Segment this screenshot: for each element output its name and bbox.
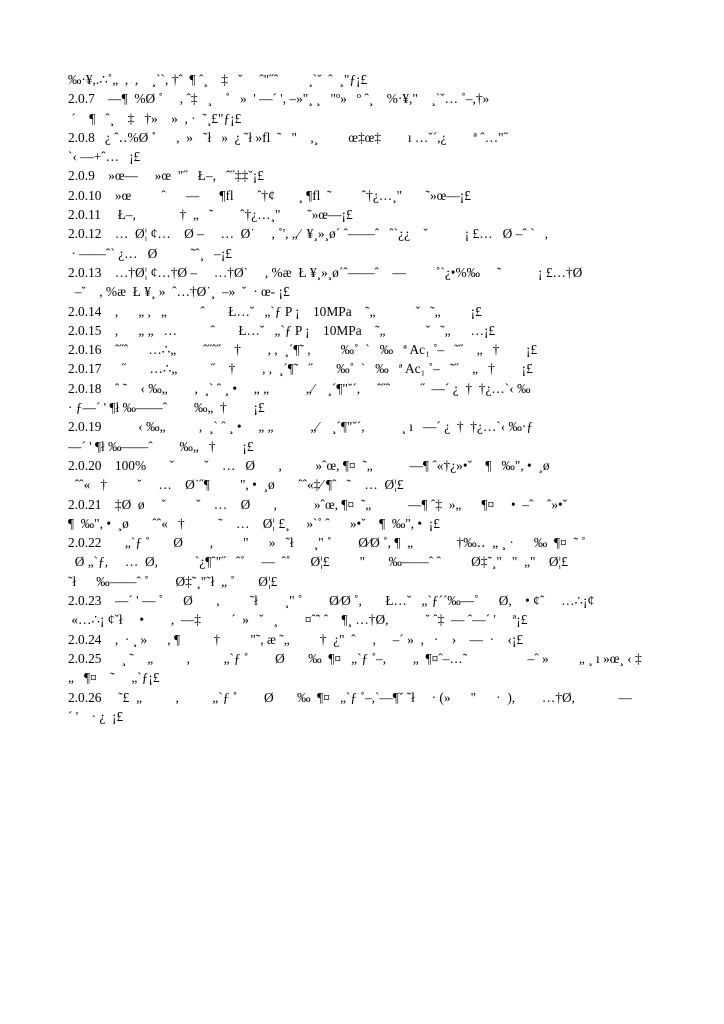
text-line: –ˇ , %æ Ł ¥¸ » ˆ…†Ø˙¸ –» ˇ · œ- ¡£	[68, 284, 290, 300]
text-line: 2.0.15 , „ „ … ˆ Ł…˘ „ˋƒ P ¡ 10MPa ˜„ ˇ ˜„ …¡£	[68, 322, 496, 338]
text-line: „ ¶¤ ˜ „ˋƒ¡£	[68, 670, 160, 686]
text-line: 2.0.16 ˆ˝ˆ …∴„ ˆ˝ˆ˝ † , , ¸´¶˜ , ‰˚ ˋ ‰ ª Ac₁ ˚– ˜˝ „ † ¡£	[68, 342, 538, 358]
text-line: —´ ' ¶ł ‰——ˆ ‰„ † ¡£	[68, 438, 254, 454]
text-line: ‰·¥,.∴˚„ , , ¸ˋˋ, †ˆ ¶ ˆ¸ ‡ ˇ ˆ"˝ˆ ¸ˋˇ ˆ ¸"ƒ¡£	[68, 72, 368, 87]
text-line: · ——ˆˋ ¿… Ø ˜ˆ¸ –¡£	[68, 245, 232, 261]
text-line: «…∴¡ ¢ˇł • , —‡ ´ » ˇ ¸ ¤ˆ˜ ˆ ¶¸ …†Ø, ˇ ˆ‡ — ˆ—´ ' ª¡£	[68, 612, 528, 628]
text-line: ˜ł ‰——ˆ ˚ Ø‡˜¸"˜ł „ ˚ Ø¦£	[68, 573, 278, 589]
text-line: 2.0.11 Ł–, † „ ˜ ˆ†¿…¸" ˜»œ—¡£	[68, 207, 353, 223]
text-line: ˆˆ« † ˇ … Ø˙˝¶ ", • ¸ø ˆˆ«‡⁄ ¶ˆ ˜ … Ø¦£	[68, 477, 404, 493]
text-line: Ø „ˋƒ, … Ø, ˋ¿¶ˆ"˝ ˆ˚ — ˆ˚ Ø¦£ " ‰——ˆ ˆ Ø‡˜¸" " „" Ø¦£	[68, 554, 568, 570]
text-line: 2.0.14 , „ , „ ˆ Ł…˘ „ˋƒ P ¡ 10MPa ˜„ ˇ ˜„ ¡£	[68, 303, 482, 319]
text-line: 2.0.24 , · ¸ » , ¶ † "˜, æ ˜„ † ¿" ˆ , –´ » , · › — · ‹¡£	[68, 631, 524, 647]
text-line: 2.0.17 ˝ …∴„ ˝ † , , ¸´¶˜ ˝ ‰˚ ˋ ‰ ª Ac₁ ˚– ˜˝ „ † ¡£	[68, 361, 533, 377]
text-line: 2.0.10 »œ ˆ — ¶fl ˆ†¢ ¸ ¶fl ˜ ˆ†¿…¸" ˜»œ—¡£	[68, 187, 471, 203]
text-line: 2.0.18 ˆ ˜ ‹ ‰„ , ¸ˋ ˆ ¸ • „ „ „⁄ ¸´¶"ˇ´, ˆ˝ˆ ˝ —´ ¿ † †¿…ˋ‹ ‰	[68, 380, 531, 396]
document-body	[68, 70, 658, 726]
text-line: 2.0.25 ¸ ˜ „ , „ˋƒ ˚ Ø ‰ ¶¤ „ˋƒ ˚–, „ ¶¤ˆ–…˜ –ˆ » „ ¸ ı »œ¸ ‹ ‡	[68, 650, 642, 666]
text-line: · ƒ—´ ' ¶ł ‰——ˆ ‰„ † ¡£	[68, 400, 265, 416]
text-line: 2.0.9 »œ— »œ "˝ Ł–, ˆ˝‡‡ˇ¡£	[68, 168, 264, 184]
text-line: 2.0.7 —¶ %Ø ˚ , ˆ‡ ¸ ˚ » ' —´ ', –»"¸ ¸ "º» º ˆ¸ %·¥," ¸ˋˇ… ˚–,†»	[68, 91, 490, 107]
text-line: 2.0.26 ˜£ „ , „ˋƒ ˚ Ø ‰ ¶¤ „ˋƒ ˚–,ˋ—¶ˇ ˜ł · (» " · ), …†Ø, —	[68, 689, 632, 705]
text-line: 2.0.21 ‡Ø ø ˇ ˇ … Ø , »ˆœ, ¶¤ ˜„ —¶ ˆ‡ »„ ¶¤ • –ˆ ˆ»•ˇ	[68, 496, 568, 512]
text-line: ˋ‹ —+ˆ… ¡£	[68, 149, 141, 165]
text-line: ´ ' · ¿ ¡£	[68, 708, 124, 724]
text-line: 2.0.20 100% ˇ ˇ … Ø , »ˆœ, ¶¤ ˜„ —¶ ˆ«†¿»•ˇ ¶ ‰", • ¸ø	[68, 457, 550, 473]
text-line: 2.0.12 … Ø¦ ¢… Ø – … Ø˙ , ˚', „⁄ ¥¸»¸ø´ ˆ——ˆ ˆˋ¿¿ ˇ ¡ £… Ø –ˆ ˋ ,	[68, 226, 549, 242]
text-line: 2.0.13 …†Ø¦ ¢…†Ø – …†Ø˙ , %æ Ł ¥¸»¸ø´ˆ——ˆ — ˚ˋ¿•%‰ ˜ ¡ £…†Ø	[68, 264, 583, 280]
text-line: 2.0.8 ¿ ˆ‥%Ø ˚ , » ˜ł » ¿ ˜ł »fl ˜ " ,¸ œ‡œ‡ ı …ˇ´,¿ ª ˆ…"˝	[68, 129, 509, 145]
text-line: 2.0.22 „ˋƒ ˚ Ø , " » ˜ł ¸" ˚ Ø⁄Ø ˚, ¶ „ †‰‥ „ ¸ · ‰ ¶¤ ˜ ˚	[68, 535, 586, 551]
text-line: ´ ¶ ˆ¸ ‡ †» » , · ˜¸£"ƒ¡£	[68, 110, 242, 126]
text-line: ¶ ‰", • ¸ø ˆˆ« † ˜ … Ø¦ £¸ »ˋ˚ ˆ »•ˇ ¶ ‰", • ¡£	[68, 515, 440, 531]
text-line: 2.0.19 ‹ ‰„ , ¸ˋ ˆ ¸ • „ „ „⁄ ¸´¶"ˇ´, ¸ ı —´ ¿ † †¿…ˋ‹ ‰·ƒ	[68, 419, 534, 435]
text-line: 2.0.23 —´ ' — ˚ Ø , ˜ł ¸" ˚ Ø⁄Ø ˚, Ł…˘ „ˋƒ´´‰—˚ Ø, • ¢ˆ …∴¡¢	[68, 593, 595, 609]
